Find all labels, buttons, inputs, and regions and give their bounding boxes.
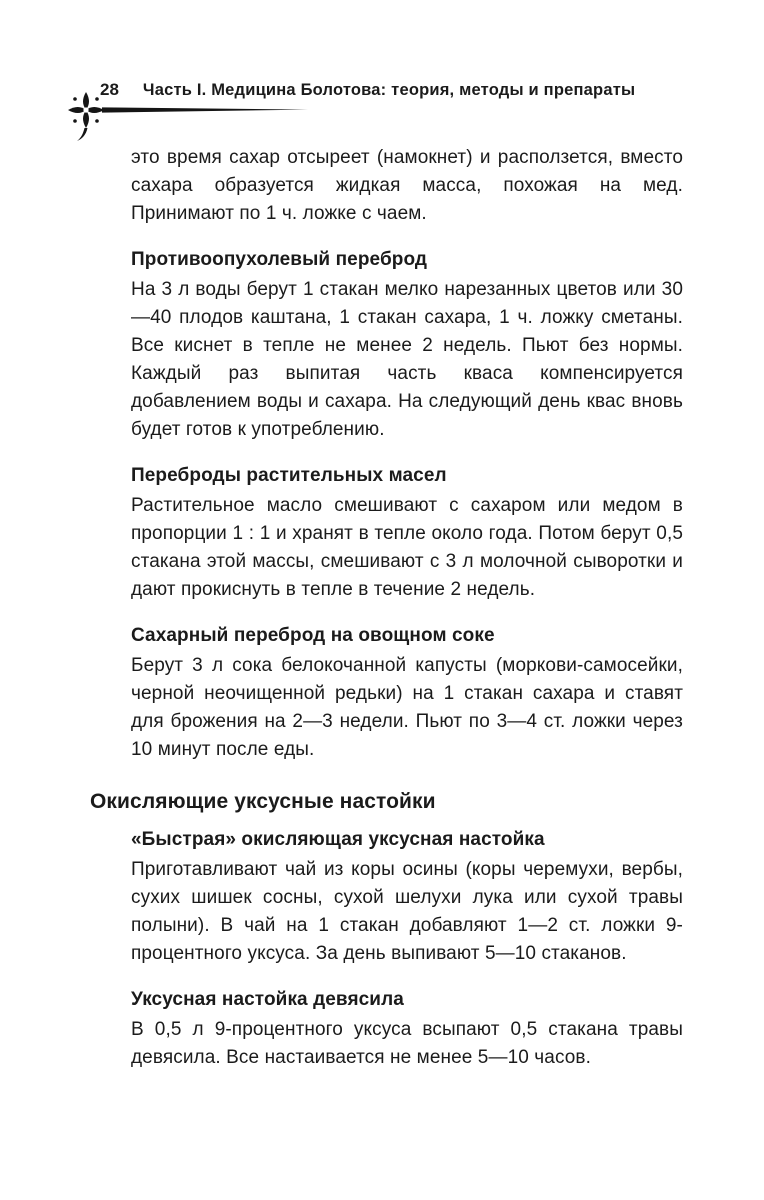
subsection-sugar-ferment-vegetable-juice xyxy=(131,622,683,764)
subsection-title: Уксусная настойка девясила xyxy=(131,989,404,1010)
subsection-body: Берут 3 л сока белокочанной капусты (моркови-самосейки, черной неочищенной редьки) на 1 стакан сахара и ставят для брожения на 2—3 недели. Пьют по 3—4 ст. ложки через 10 минут после еды. xyxy=(131,655,683,760)
ornament-divider-icon xyxy=(62,88,314,144)
continuation-paragraph: это время сахар отсыреет (намокнет) и расползется, вместо сахара образуется жидкая масса, похожая на мед. Принимают по 1 ч. ложке с чаем. xyxy=(131,147,683,224)
subsection-fast-oxidizing-vinegar-tincture xyxy=(131,826,683,968)
subsection-title: Противоопухолевый переброд xyxy=(131,249,428,270)
subsection-title: Переброды растительных масел xyxy=(131,465,447,486)
page-number: 28 xyxy=(100,80,119,99)
subsection-body: Растительное масло смешивают с сахаром или медом в пропорции 1 : 1 и хранят в тепле около года. Потом берут 0,5 стакана этой массы, смешивают с 3 л молочной сыворотки и дают прокиснуть в тепле в течение 2 недель. xyxy=(131,495,683,600)
subsection-title: «Быстрая» окисляющая уксусная настойка xyxy=(131,829,545,850)
subsection-body: В 0,5 л 9-процентного уксуса всыпают 0,5 стакана травы девясила. Все настаивается не менее 5—10 часов. xyxy=(131,1019,683,1068)
running-header-title: Часть I. Медицина Болотова: теория, методы и препараты xyxy=(142,81,636,99)
subsection-antitumor-ferment xyxy=(131,246,683,444)
subsection-vegetable-oil-ferments xyxy=(131,462,683,604)
page-body xyxy=(90,144,683,1072)
section-title: Окисляющие уксусные настойки xyxy=(90,790,436,813)
subsection-body: На 3 л воды берут 1 стакан мелко нарезанных цветов или 30—40 плодов каштана, 1 стакан сахара, 1 ч. ложку сметаны. Все киснет в тепле не менее 2 недель. Пьют без нормы. Каждый раз выпитая часть кваса компенсируется добавлением воды и сахара. На следующий день квас вновь будет готов к употреблению. xyxy=(131,279,683,440)
subsection-elecampane-vinegar-tincture xyxy=(131,986,683,1072)
subsection-title: Сахарный переброд на овощном соке xyxy=(131,625,495,646)
subsection-body: Приготавливают чай из коры осины (коры черемухи, вербы, сухих шишек сосны, сухой шелухи лука или сухой травы полыни). В чай на 1 стакан добавляют 1—2 ст. ложки 9-процентного уксуса. За день выпивают 5—10 стаканов. xyxy=(131,859,683,964)
